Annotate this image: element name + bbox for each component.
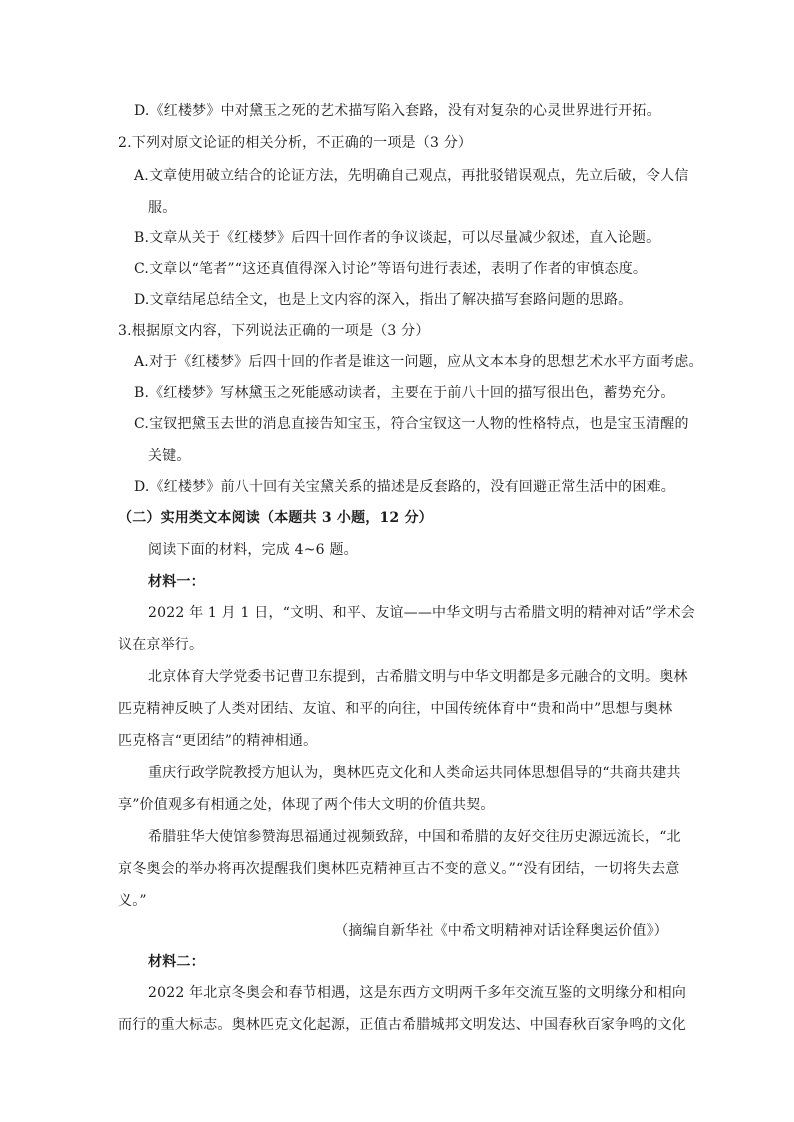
q3-option-b: B.《红楼梦》写林黛玉之死能感动读者，主要在于前八十回的描写很出色，蓄势充分。 (134, 385, 675, 401)
material1-p2-line2: 匹克精神反映了人类对团结、友谊、和平的向往，中国传统体育中“贵和尚中”思想与奥林 (118, 701, 673, 717)
material2-p1-line1: 2022 年北京冬奥会和春节相遇，这是东西方文明两千多年交流互鉴的文明缘分和相向 (148, 985, 687, 1001)
material2-label: 材料二： (148, 954, 205, 970)
material1-p2-line1: 北京体育大学党委书记曹卫东提到，古希腊文明与中华文明都是多元融合的文明。奥林 (148, 669, 688, 685)
material1-label: 材料一： (148, 574, 205, 590)
section2-heading: （二）实用类文本阅读（本题共 3 小题，12 分） (118, 510, 433, 526)
q2-option-a-line2: 服。 (148, 200, 177, 216)
q2-option-b: B.文章从关于《红楼梦》后四十回作者的争议谈起，可以尽量减少叙述，直入论题。 (134, 230, 661, 246)
material1-p1-line1: 2022 年 1 月 1 日，“文明、和平、友谊——中华文明与古希腊文明的精神对话”学术会 (148, 605, 696, 621)
material1-p4-line3: 义。” (118, 893, 147, 909)
material1-p3-line2: 享”价值观多有相通之处，体现了两个伟大文明的价值共契。 (118, 797, 495, 813)
material1-p4-line1: 希腊驻华大使馆参赞海思福通过视频致辞，中国和希腊的友好交往历史源远流长，“北 (148, 829, 681, 845)
material2-p1-line2: 而行的重大标志。奥林匹克文化起源，正值古希腊城邦文明发达、中国春秋百家争鸣的文化 (118, 1017, 686, 1033)
q2-option-a-line1: A.文章使用破立结合的论证方法，先明确自己观点，再批驳错误观点，先立后破，令人信 (134, 168, 689, 184)
material1-source: （摘编自新华社《中希文明精神对话诠释奥运价值》） (334, 923, 668, 939)
material1-p4-line2: 京冬奥会的举办将再次提醒我们奥林匹克精神亘古不变的意义。”“没有团结，一切将失去意 (118, 861, 680, 877)
q3-option-d: D.《红楼梦》前八十回有关宝黛关系的描述是反套路的，没有回避正常生活中的困难。 (134, 479, 675, 495)
q3-option-c-line2: 关键。 (148, 448, 191, 464)
material1-p2-line3: 匹克格言“更团结”的精神相通。 (118, 733, 318, 749)
q1-option-d: D.《红楼梦》中对黛玉之死的艺术描写陷入套路，没有对复杂的心灵世界进行开拓。 (134, 103, 661, 119)
q3-option-a: A.对于《红楼梦》后四十回的作者是谁这一问题，应从文本本身的思想艺术水平方面考虑。 (134, 354, 703, 370)
material1-p3-line1: 重庆行政学院教授方旭认为，奥林匹克文化和人类命运共同体思想倡导的“共商共建共 (148, 765, 681, 781)
q2-stem: 2.下列对原文论证的相关分析，不正确的一项是（3 分） (118, 135, 473, 151)
material1-p1-line2: 议在京举行。 (118, 637, 204, 653)
q3-stem: 3.根据原文内容，下列说法正确的一项是（3 分） (118, 323, 430, 339)
q2-option-d: D.文章结尾总结全文，也是上文内容的深入，指出了解决描写套路问题的思路。 (134, 292, 633, 308)
q2-option-c: C.文章以“笔者”“这还真值得深入讨论”等语句进行表述，表明了作者的审慎态度。 (134, 261, 648, 277)
section2-instruction: 阅读下面的材料，完成 4~6 题。 (148, 542, 358, 558)
q3-option-c-line1: C.宝钗把黛玉去世的消息直接告知宝玉，符合宝钗这一人物的性格特点，也是宝玉清醒的 (134, 416, 689, 432)
